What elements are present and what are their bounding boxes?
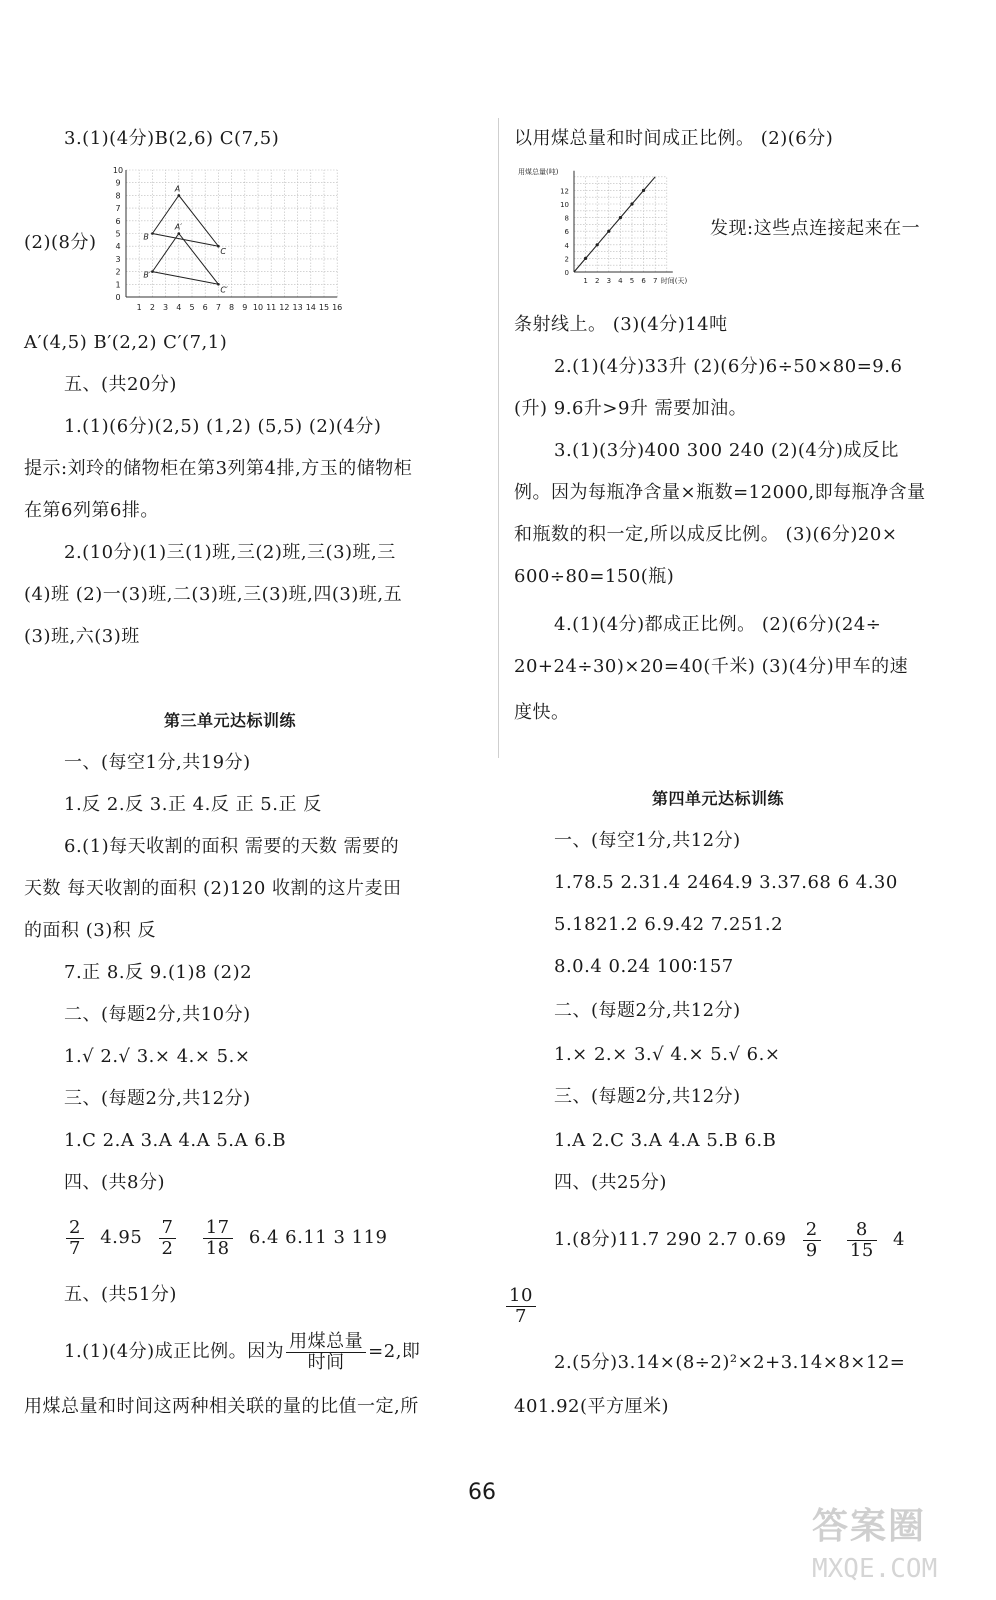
data-point — [607, 230, 610, 233]
s5-hint-cont: 在第6列第6排。 — [24, 500, 159, 521]
r-q4-cont: 20+24÷30)×20=40(千米) (3)(4分)甲车的速 — [514, 656, 909, 677]
y-tick-label: 0 — [564, 269, 569, 277]
x-tick-label: 3 — [163, 303, 169, 312]
y-tick-label: 3 — [115, 254, 121, 264]
fraction: $\frac{2}{7}$ — [66, 1218, 84, 1259]
u3-part1-answers: 1.反 2.反 3.正 4.反 正 5.正 反 — [64, 794, 322, 815]
vertex-point — [151, 232, 154, 235]
text: 1.(8分)11.7 290 2.7 0.69 — [554, 1229, 787, 1250]
x-tick-label: 16 — [332, 303, 343, 312]
u3-part4-title: 四、(共8分) — [64, 1172, 165, 1193]
value: 4.95 — [100, 1227, 143, 1248]
y-tick-label: 1 — [115, 280, 121, 290]
r-q3-cont: 例。因为每瓶净含量×瓶数=12000,即每瓶净含量 — [514, 482, 926, 503]
x-tick-label: 7 — [215, 303, 221, 312]
watermark-url: MXQE.COM — [812, 1554, 938, 1584]
y-tick-label: 7 — [115, 204, 121, 214]
x-axis-label: 时间(天) — [660, 277, 688, 285]
x-tick-label: 11 — [266, 303, 277, 312]
x-tick-label: 3 — [606, 277, 612, 285]
s5-hint: 提示:刘玲的储物柜在第3列第4排,方玉的储物柜 — [24, 458, 413, 479]
y-tick-label: 0 — [115, 293, 121, 302]
u3-part5-q1 — [64, 1330, 420, 1374]
fraction: $\frac{10}{7}$ — [506, 1286, 536, 1327]
vertex-point — [217, 283, 220, 286]
x-tick-label: 4 — [176, 303, 182, 312]
q3-heading: 3.(1)(4分)B(2,6) C(7,5) — [64, 128, 280, 149]
u3-part4-answers — [56, 1216, 388, 1260]
x-tick-label: 14 — [305, 303, 316, 312]
vertex-label: B′ — [143, 270, 151, 280]
u4-part1-l2: 5.1821.2 6.9.42 7.251.2 — [554, 914, 784, 935]
data-point — [584, 257, 587, 260]
y-tick-label: 12 — [560, 187, 569, 196]
x-tick-label: 8 — [229, 303, 235, 312]
x-tick-label: 2 — [594, 277, 600, 285]
y-tick-label: 4 — [115, 242, 121, 252]
text: =2,即 — [368, 1341, 421, 1362]
y-tick-label: 8 — [115, 191, 121, 201]
u4-part4-q1 — [554, 1218, 905, 1262]
u4-part3-title: 三、(每题2分,共12分) — [554, 1086, 741, 1107]
u3-part5-q1-cont: 用煤总量和时间这两种相关联的量的比值一定,所 — [24, 1396, 419, 1417]
x-tick-label: 9 — [242, 303, 248, 312]
u4-part4-q1-cont — [506, 1284, 536, 1328]
x-tick-label: 4 — [618, 277, 623, 285]
s5-q2-cont: (4)班 (2)一(3)班,二(3)班,三(3)班,四(3)班,五 — [24, 584, 403, 605]
fraction: $\frac{2}{9}$ — [803, 1220, 821, 1261]
u4-part1-title: 一、(每空1分,共12分) — [554, 830, 741, 851]
u3-part3-answers: 1.C 2.A 3.A 4.A 5.A 6.B — [64, 1130, 287, 1151]
vertex-label: A — [174, 184, 181, 194]
fraction: $\frac{8}{15}$ — [847, 1220, 877, 1261]
x-tick-label: 5 — [629, 277, 635, 285]
x-tick-label: 15 — [318, 303, 330, 312]
u4-part1-l3: 8.0.4 0.24 100∶157 — [554, 956, 734, 977]
x-tick-label: 2 — [149, 303, 155, 312]
y-tick-label: 5 — [115, 229, 121, 239]
u4-part2-title: 二、(每题2分,共12分) — [554, 1000, 741, 1021]
column-divider — [498, 118, 499, 758]
u3-part5-title: 五、(共51分) — [64, 1284, 177, 1305]
x-tick-label: 1 — [136, 303, 142, 312]
r-q4: 4.(1)(4分)都成正比例。 (2)(6分)(24÷ — [554, 614, 882, 635]
vertex-label: C′ — [220, 285, 228, 295]
u4-part4-title: 四、(共25分) — [554, 1172, 667, 1193]
u4-part1-l1: 1.78.5 2.31.4 2464.9 3.37.68 6 4.30 — [554, 872, 898, 893]
s5-q2: 2.(10分)(1)三(1)班,三(2)班,三(3)班,三 — [64, 542, 396, 563]
q3-transformed-coords: A′(4,5) B′(2,2) C′(7,1) — [24, 332, 228, 353]
data-point — [619, 216, 622, 219]
u4-part3-answers: 1.A 2.C 3.A 4.A 5.B 6.B — [554, 1130, 777, 1151]
vertex-point — [151, 270, 154, 273]
value: 6.4 6.11 3 119 — [248, 1227, 388, 1248]
y-tick-label: 2 — [115, 267, 121, 277]
u3-q7-9: 7.正 8.反 9.(1)8 (2)2 — [64, 962, 253, 983]
y-tick-label: 8 — [564, 214, 569, 223]
u3-q6-end: 的面积 (3)积 反 — [24, 920, 156, 941]
u3-q6: 6.(1)每天收割的面积 需要的天数 需要的 — [64, 836, 400, 857]
data-point — [642, 189, 645, 192]
u4-part4-q2-cont: 401.92(平方厘米) — [514, 1396, 670, 1417]
section5-title: 五、(共20分) — [64, 374, 177, 395]
data-point — [596, 243, 599, 246]
u3-part2-answers: 1.√ 2.√ 3.× 4.× 5.× — [64, 1046, 251, 1067]
text: 4 — [893, 1229, 905, 1250]
x-tick-label: 13 — [292, 303, 303, 312]
u3-part1-title: 一、(每空1分,共19分) — [64, 752, 251, 773]
r-q3: 3.(1)(3分)400 300 240 (2)(4分)成反比 — [554, 440, 899, 461]
unit3-title: 第三单元达标训练 — [164, 711, 297, 730]
x-tick-label: 7 — [652, 277, 658, 285]
u3-q6-cont: 天数 每天收割的面积 (2)120 收割的这片麦田 — [24, 878, 402, 899]
vertex-point — [178, 232, 181, 235]
q3-part2-label: (2)(8分) — [24, 232, 97, 253]
page-number: 66 — [468, 1480, 496, 1505]
vertex-label: B — [143, 232, 149, 242]
watermark — [812, 1498, 982, 1598]
r-q3-cont2: 和瓶数的积一定,所以成反比例。 (3)(6分)20× — [514, 524, 898, 545]
r-finding-cont: 条射线上。 (3)(4分)14吨 — [514, 314, 728, 335]
y-axis-label: 用煤总量(吨) — [518, 168, 559, 176]
x-tick-label: 1 — [583, 277, 588, 285]
y-tick-label: 6 — [564, 228, 569, 237]
x-tick-label: 6 — [641, 277, 646, 285]
fraction: $\frac{\text{用煤总量}}{\text{时间}}$ — [286, 1332, 366, 1373]
r-q2-cont: (升) 9.6升>9升 需要加油。 — [514, 398, 748, 419]
fraction: $\frac{7}{2}$ — [159, 1218, 177, 1259]
s5-q1: 1.(1)(6分)(2,5) (1,2) (5,5) (2)(4分) — [64, 416, 382, 437]
data-point — [630, 202, 633, 205]
unit4-title: 第四单元达标训练 — [652, 789, 785, 808]
u4-part4-q2: 2.(5分)3.14×(8÷2)²×2+3.14×8×12= — [554, 1352, 906, 1373]
r-finding: 发现:这些点连接起来在一 — [710, 218, 921, 239]
s5-q2-end: (3)班,六(3)班 — [24, 626, 140, 647]
r-q3-end: 600÷80=150(瓶) — [514, 566, 675, 587]
x-tick-label: 12 — [279, 303, 290, 312]
vertex-point — [217, 245, 220, 248]
r-line1: 以用煤总量和时间成正比例。 (2)(6分) — [514, 128, 834, 149]
y-tick-label: 6 — [115, 216, 121, 226]
y-tick-label: 4 — [564, 241, 569, 250]
x-tick-label: 6 — [202, 303, 208, 312]
y-tick-label: 2 — [564, 255, 569, 264]
vertex-label: C — [220, 247, 226, 257]
r-q2: 2.(1)(4分)33升 (2)(6分)6÷50×80=9.6 — [554, 356, 903, 377]
u4-part2-answers: 1.× 2.× 3.√ 4.× 5.√ 6.× — [554, 1044, 781, 1065]
coal-usage-chart — [512, 162, 712, 288]
vertex-label: A′ — [174, 222, 183, 232]
x-tick-label: 5 — [189, 303, 195, 312]
y-tick-label: 9 — [115, 178, 121, 188]
vertex-point — [178, 194, 181, 197]
y-tick-label: 10 — [560, 201, 569, 209]
x-tick-label: 10 — [252, 303, 264, 312]
u3-part2-title: 二、(每题2分,共10分) — [64, 1004, 251, 1025]
y-tick-label: 10 — [112, 166, 124, 175]
text: 1.(1)(4分)成正比例。因为 — [64, 1341, 285, 1362]
watermark-logo: 答案圈 — [812, 1506, 927, 1547]
r-q4-end: 度快。 — [514, 702, 570, 723]
coordinate-grid-chart — [104, 160, 350, 314]
u3-part3-title: 三、(每题2分,共12分) — [64, 1088, 251, 1109]
fraction: $\frac{17}{18}$ — [203, 1218, 233, 1259]
